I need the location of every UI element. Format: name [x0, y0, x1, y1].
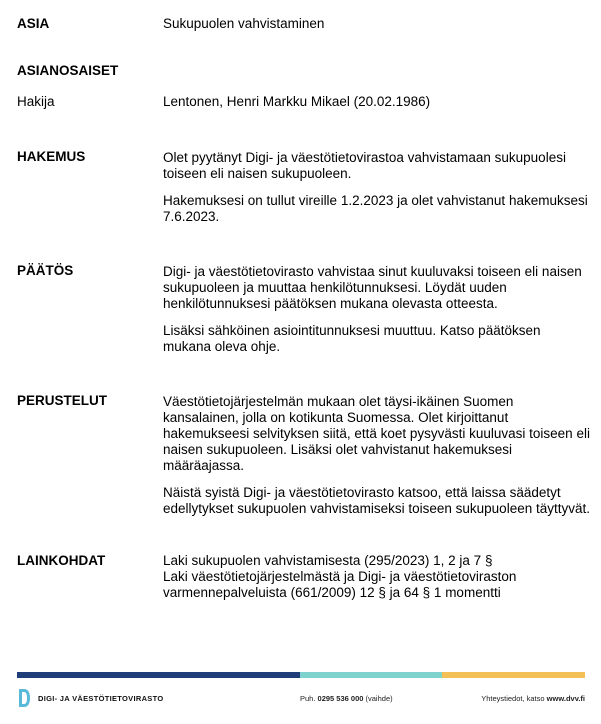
hakemus-paragraph: Hakemuksesi on tullut vireille 1.2.2023 ja olet vahvistanut hakemuksesi 7.6.2023.: [163, 193, 588, 224]
hakemus-paragraph: Olet pyytänyt Digi- ja väestötietovirastoa vahvistamaan sukupuolesi toiseen eli naisen sukupuoleen.: [163, 150, 566, 181]
perustelut-paragraph: Näistä syistä Digi- ja väestötietovirasto katsoo, että laissa säädetyt edellytykset sukupuolen vahvistamiseksi toiseen sukupuoleen täyttyvät.: [163, 485, 590, 516]
agency-name: DIGI- JA VÄESTÖTIETOVIRASTO: [38, 694, 164, 703]
paatos-paragraph: Lisäksi sähköinen asiointitunnuksesi muuttuu. Katso päätöksen mukana oleva ohje.: [163, 323, 541, 354]
law-reference: Laki väestötietojärjestelmästä ja Digi- ja väestötietoviraston varmennepalveluista (661/2009) 12 § ja 64 § 1 momentti: [163, 569, 517, 600]
lainkohdat-content: [163, 553, 591, 601]
phone-number: 0295 536 000: [317, 694, 364, 703]
paatos-content: [163, 264, 591, 355]
applicant-name-text: Lentonen, Henri Markku Mikael (20.02.1986): [163, 94, 431, 109]
applicant-name: [163, 94, 591, 110]
paatos-paragraph: Digi- ja väestötietovirasto vahvistaa sinut kuuluvaksi toiseen eli naisen sukupuoleen ja muuttaa henkilötunnuksesi. Löydät uuden henkilötunnuksesi päätöksen mukana olevasta otteesta.: [163, 264, 582, 311]
dvv-logo-icon: [17, 688, 31, 708]
asia-value-text: Sukupuolen vahvistaminen: [163, 16, 325, 31]
phone-prefix: Puh.: [300, 694, 316, 703]
footer-bar-navy: [17, 672, 300, 678]
law-reference: Laki sukupuolen vahvistamisesta (295/2023) 1, 2 ja 7 §: [163, 553, 493, 568]
applicant-role: Hakija: [17, 94, 55, 109]
perustelut-paragraph: Väestötietojärjestelmän mukaan olet täysi-ikäinen Suomen kansalainen, jolla on kotikunta Suomessa. Olet kirjoittanut hakemukseesi selvityksen siitä, että koet pysyvästi kuuluvasi toiseen eli naisen sukupuoleen. Lisäksi olet vahvistanut hakemuksesi määräajassa.: [163, 394, 590, 473]
footer-phone: [300, 694, 393, 703]
contact-website-link[interactable]: www.dvv.fi: [546, 694, 585, 703]
asia-value: [163, 16, 591, 32]
contact-prefix: Yhteystiedot, katso: [481, 694, 545, 703]
footer-contact: [481, 694, 585, 703]
paatos-label: PÄÄTÖS: [17, 263, 74, 278]
asianosaiset-label: ASIANOSAISET: [17, 63, 119, 78]
asia-label: ASIA: [17, 16, 50, 31]
hakemus-content: [163, 150, 591, 225]
perustelut-label: PERUSTELUT: [17, 393, 108, 408]
perustelut-content: [163, 394, 591, 517]
footer-bar-gold: [442, 672, 585, 678]
lainkohdat-label: LAINKOHDAT: [17, 553, 106, 568]
hakemus-label: HAKEMUS: [17, 149, 86, 164]
phone-suffix: (vaihde): [365, 694, 393, 703]
page-footer: [17, 688, 585, 710]
footer-bar-teal: [300, 672, 442, 678]
